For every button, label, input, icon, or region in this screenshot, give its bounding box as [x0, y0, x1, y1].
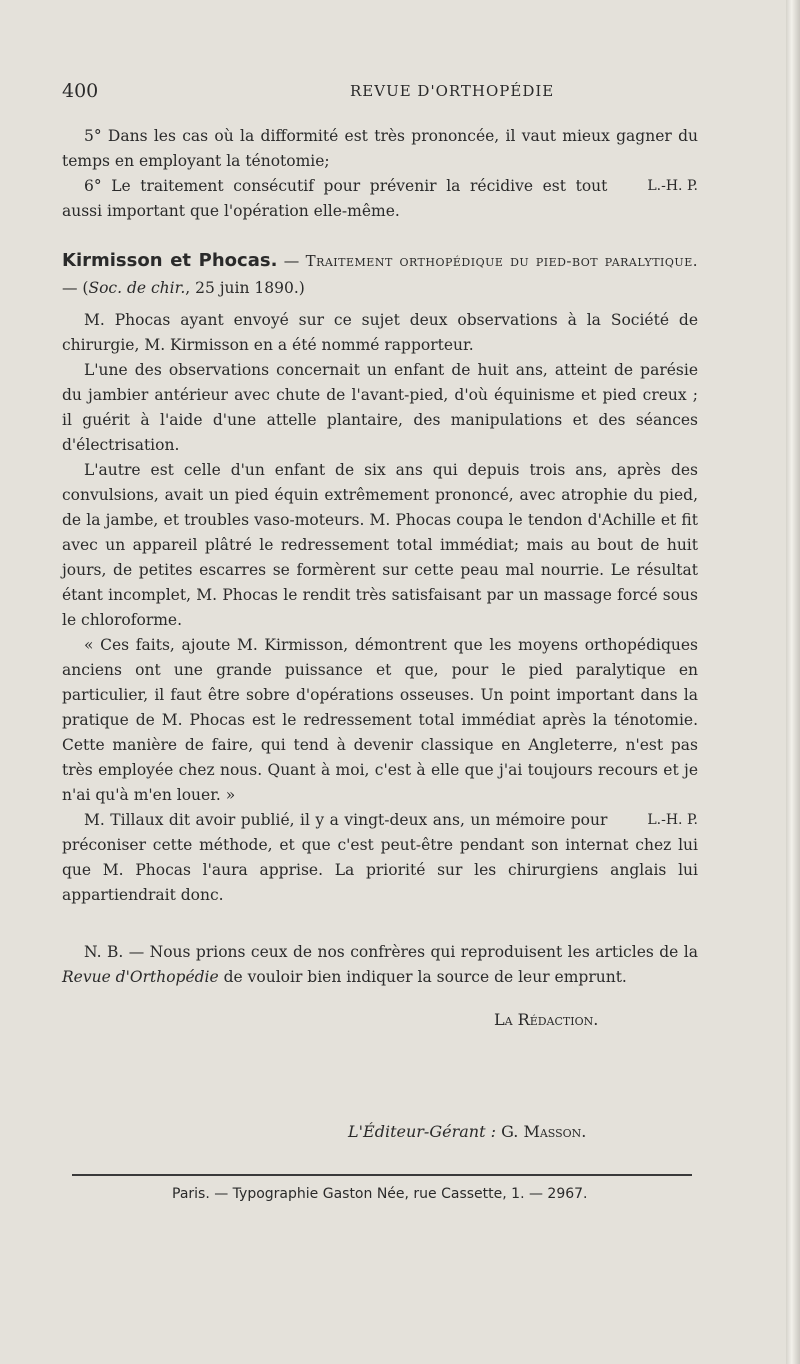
item-5: 5° Dans les cas où la difformité est très prononcée, il vaut mieux gagner du temps en employant la ténotomie;: [62, 127, 698, 170]
body-paragraph-2: L'une des observations concernait un enfant de huit ans, atteint de parésie du jambier antérieur avec chute de l'avant-pied, d'où équinisme et pied creux ; il guérit à l'aide d'une attelle plantaire, des manipulations et des séances d'électrisation.: [62, 361, 698, 454]
footer-rule: [72, 1174, 692, 1176]
body-paragraph-4: « Ces faits, ajoute M. Kirmisson, démontrent que les moyens orthopédiques anciens ont une grande puissance et que, pour le pied paralytique en particulier, il faut être sobre d'opérations osseuses. Un point important dans la pratique de M. Phocas est le redressement total immédiat après la ténotomie. Cette manière de faire, qui tend à devenir classique en Angleterre, n'est pas très employée chez nous. Quant à moi, c'est à elle que j'ai toujours recours et je n'ai qu'à m'en louer. »: [62, 636, 698, 804]
redaction-signature: La Rédaction.: [494, 1010, 599, 1029]
editorial-note: [62, 940, 698, 990]
body-signature: L.-H. P.: [647, 812, 698, 828]
note-text-post: de vouloir bien indiquer la source de leur emprunt.: [218, 968, 627, 986]
reference-source-post: , 25 juin 1890.): [185, 279, 305, 297]
running-title: REVUE D'ORTHOPÉDIE: [350, 82, 555, 100]
intro-signature: L.-H. P.: [647, 178, 698, 194]
item-6: [62, 174, 698, 224]
page-header: [62, 80, 692, 106]
page-edge: [786, 0, 800, 1364]
page-number: 400: [62, 80, 99, 102]
editor-name: G. Masson.: [501, 1122, 587, 1141]
article-reference: [62, 247, 698, 302]
body-paragraph-1: M. Phocas ayant envoyé sur ce sujet deux observations à la Société de chirurgie, M. Kirmisson en a été nommé rapporteur.: [62, 311, 698, 354]
body-paragraph-3: L'autre est celle d'un enfant de six ans qui depuis trois ans, après des convulsions, avait un pied équin extrêmement prononcé, avec atrophie du pied, de la jambe, et troubles vaso-moteurs. M. Phocas coupa le tendon d'Achille et fit avec un appareil plâtré le redressement total immédiat; mais au bout de huit jours, de petites escarres se formèrent sur cette peau mal nourrie. Le résultat étant incomplet, M. Phocas le rendit très satisfaisant par un massage forcé sous le chloroforme.: [62, 461, 698, 629]
body-paragraph-5: [62, 808, 698, 908]
article-body: [62, 308, 698, 908]
printer-line: Paris. — Typographie Gaston Née, rue Cassette, 1. — 2967.: [172, 1186, 588, 1202]
body-paragraph-5-text: M. Tillaux dit avoir publié, il y a vingt-deux ans, un mémoire pour préconiser cette méthode, et que c'est peut-être pendant son internat chez lui que M. Phocas l'aura apprise. La priorité sur les chirurgiens anglais lui appartiendrait donc.: [62, 811, 698, 904]
reference-source: Soc. de chir.: [88, 279, 186, 297]
note-journal: Revue d'Orthopédie: [62, 968, 219, 986]
reference-dash: —: [283, 252, 300, 270]
reference-title: Traitement orthopédique du pied-bot paralytique.: [305, 252, 698, 270]
editor-label: L'Éditeur-Gérant :: [348, 1122, 496, 1141]
reference-authors: Kirmisson et Phocas.: [62, 250, 278, 271]
reference-source-pre: — (: [62, 279, 89, 297]
reference-line: [62, 247, 698, 302]
note-paragraph: [62, 940, 698, 990]
editor-line: [348, 1122, 586, 1141]
intro-block: [62, 124, 698, 224]
note-text-pre: N. B. — Nous prions ceux de nos confrères qui reproduisent les articles de la: [84, 943, 698, 961]
item-6-text: 6° Le traitement consécutif pour prévenir la récidive est tout aussi important que l'opération elle-même.: [62, 177, 608, 220]
